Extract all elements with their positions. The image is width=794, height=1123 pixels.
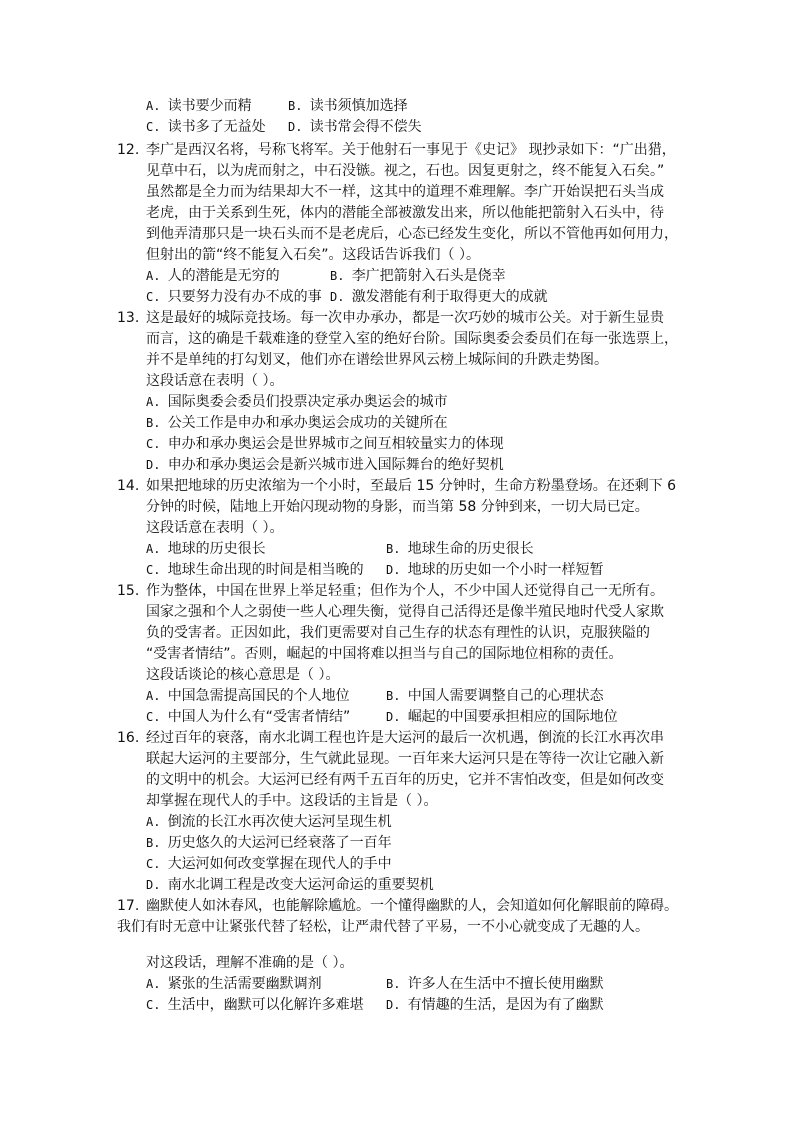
question-text-line: 却掌握在现代人的手中。这段话的主旨是（ ）。 xyxy=(146,793,438,809)
question-text-line: 如果把地球的历史浓缩为一个小时，至最后 15 分钟时，生命方粉墨登场。在还剩下 6 xyxy=(146,478,677,494)
question-text-line: 这段话意在表明（ ）。 xyxy=(146,520,284,536)
question-text-line: 这段话意在表明（ ）。 xyxy=(146,373,284,389)
option-a[interactable]: A. 倒流的长江水再次使大运河呈现生机 xyxy=(146,814,392,830)
option-b[interactable]: B. 许多人在生活中不擅长使用幽默 xyxy=(386,976,604,992)
question-text-line: 并不是单纯的打勾划叉，他们亦在谱绘世界风云榜上城际间的升跌走势图。 xyxy=(146,352,608,368)
option-b[interactable]: B. 读书须慎加选择 xyxy=(288,98,408,114)
question-text-line: 联起大运河的主要部分，生气就此显现。一百年来大运河只是在等待一次让它融入新 xyxy=(146,751,664,767)
option-c[interactable]: C. 申办和承办奥运会是世界城市之间互相较量实力的体现 xyxy=(146,436,504,452)
option-d[interactable]: D. 激发潜能有利于取得更大的成就 xyxy=(330,289,548,305)
question-text-line: 见草中石，以为虎而射之，中石没镞。视之，石也。因复更射之，终不能复入石矣。” xyxy=(146,163,665,179)
question-number: 15. xyxy=(117,583,140,599)
option-d[interactable]: D. 地球的历史如一个小时一样短暂 xyxy=(386,562,604,578)
question-number: 16. xyxy=(117,730,140,746)
question-text-line: 的文明中的机会。大运河已经有两千五百年的历史，它并不害怕改变，但是如何改变 xyxy=(146,772,664,788)
option-d[interactable]: D. 有情趣的生活，是因为有了幽默 xyxy=(386,997,604,1013)
question-text-line: 但射出的箭“终不能复入石矣”。这段话告诉我们（ ）。 xyxy=(146,247,480,263)
option-b[interactable]: B. 中国人需要调整自己的心理状态 xyxy=(386,688,604,704)
option-c[interactable]: C. 读书多了无益处 xyxy=(146,119,266,135)
question-number: 12. xyxy=(117,142,140,158)
question-text-line: 我们有时无意中让紧张代替了轻松，让严肃代替了平易，一不小心就变成了无趣的人。 xyxy=(117,919,649,935)
question-text-line: 而言，这的确是千载难逢的登堂入室的绝好台阶。国际奥委会委员们在每一张选票上， xyxy=(146,331,678,347)
question-text-line: 分钟的时候，陆地上开始闪现动物的身影，而当第 58 分钟到来，一切大局已定。 xyxy=(146,499,649,515)
option-a[interactable]: A. 地球的历史很长 xyxy=(146,541,266,557)
option-c[interactable]: C. 只要努力没有办不成的事 xyxy=(146,289,322,305)
question-text-line: 老虎，由于关系到生死，体内的潜能全部被激发出来，所以他能把箭射入石头中，待 xyxy=(146,205,664,221)
question-number: 14. xyxy=(117,478,140,494)
question-text-line: 幽默使人如沐春风，也能解除尴尬。一个懂得幽默的人，会知道如何化解眼前的障碍。 xyxy=(146,898,678,914)
question-text-line: 这段话谈论的核心意思是（ ）。 xyxy=(146,667,340,683)
question-text-line: 这是最好的城际竞技场。每一次申办承办，都是一次巧妙的城市公关。对于新生显贵 xyxy=(146,310,664,326)
option-d[interactable]: D. 申办和承办奥运会是新兴城市进入国际舞台的绝好契机 xyxy=(146,457,504,473)
option-a[interactable]: A. 紧张的生活需要幽默调剂 xyxy=(146,976,322,992)
question-number: 17. xyxy=(117,898,140,914)
option-c[interactable]: C. 生活中，幽默可以化解许多难堪 xyxy=(146,997,364,1013)
option-b[interactable]: B. 公关工作是申办和承办奥运会成功的关键所在 xyxy=(146,415,448,431)
question-text-line: 国家之强和个人之弱使一些人心理失衡，觉得自己活得还是像半殖民地时代受人家欺 xyxy=(146,604,664,620)
option-d[interactable]: D. 读书常会得不偿失 xyxy=(288,119,422,135)
option-b[interactable]: B. 地球生命的历史很长 xyxy=(386,541,534,557)
option-a[interactable]: A. 国际奥委会委员们投票决定承办奥运会的城市 xyxy=(146,394,448,410)
question-number: 13. xyxy=(117,310,140,326)
option-d[interactable]: D. 崛起的中国要承担相应的国际地位 xyxy=(386,709,618,725)
option-c[interactable]: C. 大运河如何改变掌握在现代人的手中 xyxy=(146,856,392,872)
question-stem: 对这段话，理解不准确的是（ ）。 xyxy=(146,955,354,971)
option-d[interactable]: D. 南水北调工程是改变大运河命运的重要契机 xyxy=(146,877,434,893)
question-text-line: 作为整体，中国在世界上举足轻重；但作为个人，不少中国人还觉得自己一无所有。 xyxy=(146,583,664,599)
option-c[interactable]: C. 中国人为什么有“受害者情结” xyxy=(146,709,351,725)
option-c[interactable]: C. 地球生命出现的时间是相当晚的 xyxy=(146,562,364,578)
question-text-line: 李广是西汉名将，号称飞将军。关于他射石一事见于《史记》 现抄录如下：“广出猎， xyxy=(146,142,676,158)
option-b[interactable]: B. 李广把箭射入石头是侥幸 xyxy=(330,268,506,284)
option-a[interactable]: A. 读书要少而精 xyxy=(146,98,252,114)
option-a[interactable]: A. 中国急需提高国民的个人地位 xyxy=(146,688,350,704)
option-a[interactable]: A. 人的潜能是无穷的 xyxy=(146,268,280,284)
question-text-line: 负的受害者。正因如此，我们更需要对自己生存的状态有理性的认识，克服狭隘的 xyxy=(146,625,650,641)
question-text-line: 经过百年的衰落，南水北调工程也许是大运河的最后一次机遇，倒流的长江水再次串 xyxy=(146,730,664,746)
option-b[interactable]: B. 历史悠久的大运河已经衰落了一百年 xyxy=(146,835,392,851)
question-text-line: 到他弄清那只是一块石头而不是老虎后，心态已经发生变化，所以不管他再如何用力， xyxy=(146,226,678,242)
question-text-line: 虽然都是全力而为结果却大不一样，这其中的道理不难理解。李广开始误把石头当成 xyxy=(146,184,664,200)
question-text-line: “受害者情结”。否则，崛起的中国将难以担当与自己的国际地位相称的责任。 xyxy=(146,646,623,662)
